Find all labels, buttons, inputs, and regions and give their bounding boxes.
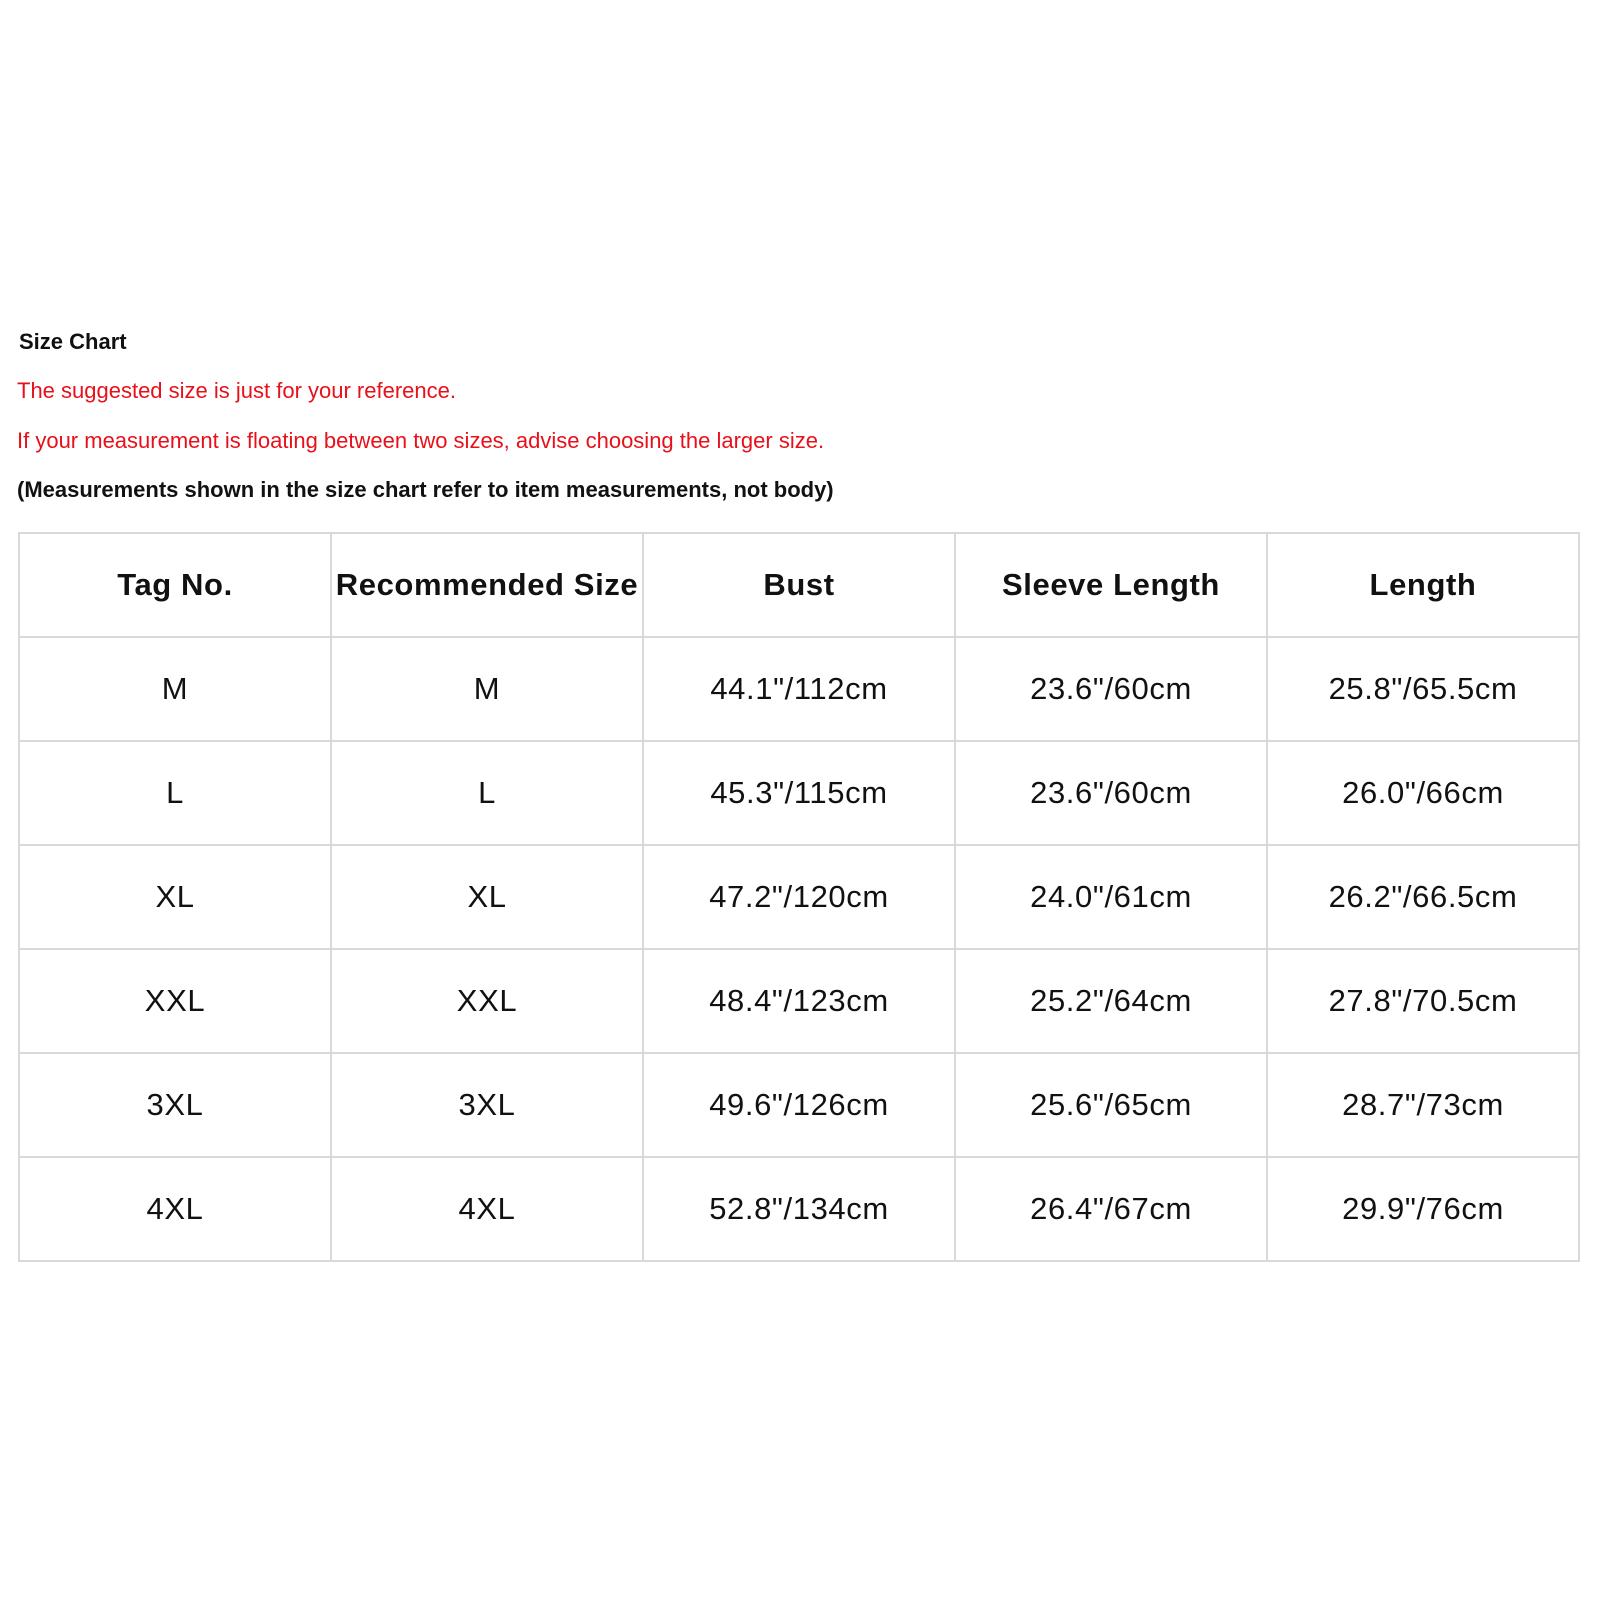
size-table <box>18 532 1580 1262</box>
cell-tag-no: 4XL <box>19 1157 331 1261</box>
cell-sleeve-length: 23.6"/60cm <box>955 637 1267 741</box>
cell-recommended-size: M <box>331 637 643 741</box>
cell-bust: 52.8"/134cm <box>643 1157 955 1261</box>
cell-recommended-size: 3XL <box>331 1053 643 1157</box>
sizing-advice-note: If your measurement is floating between two sizes, advise choosing the larger size. <box>17 428 825 453</box>
cell-length: 26.0"/66cm <box>1267 741 1579 845</box>
cell-recommended-size: XL <box>331 845 643 949</box>
cell-tag-no: M <box>19 637 331 741</box>
cell-tag-no: XL <box>19 845 331 949</box>
cell-recommended-size: 4XL <box>331 1157 643 1261</box>
cell-tag-no: XXL <box>19 949 331 1053</box>
header-tag-no: Tag No. <box>19 533 331 637</box>
table-row <box>19 741 1579 845</box>
cell-recommended-size: XXL <box>331 949 643 1053</box>
cell-sleeve-length: 24.0"/61cm <box>955 845 1267 949</box>
cell-sleeve-length: 26.4"/67cm <box>955 1157 1267 1261</box>
cell-length: 27.8"/70.5cm <box>1267 949 1579 1053</box>
cell-length: 29.9"/76cm <box>1267 1157 1579 1261</box>
cell-recommended-size: L <box>331 741 643 845</box>
cell-bust: 48.4"/123cm <box>643 949 955 1053</box>
table-row <box>19 949 1579 1053</box>
cell-bust: 44.1"/112cm <box>643 637 955 741</box>
cell-tag-no: L <box>19 741 331 845</box>
table-row <box>19 845 1579 949</box>
cell-sleeve-length: 25.6"/65cm <box>955 1053 1267 1157</box>
cell-bust: 45.3"/115cm <box>643 741 955 845</box>
table-row <box>19 1053 1579 1157</box>
measurement-disclaimer: (Measurements shown in the size chart refer to item measurements, not body) <box>17 477 834 502</box>
reference-note: The suggested size is just for your reference. <box>17 378 456 403</box>
cell-sleeve-length: 23.6"/60cm <box>955 741 1267 845</box>
table-header-row <box>19 533 1579 637</box>
header-length: Length <box>1267 533 1579 637</box>
cell-bust: 49.6"/126cm <box>643 1053 955 1157</box>
cell-sleeve-length: 25.2"/64cm <box>955 949 1267 1053</box>
cell-tag-no: 3XL <box>19 1053 331 1157</box>
header-bust: Bust <box>643 533 955 637</box>
cell-length: 28.7"/73cm <box>1267 1053 1579 1157</box>
size-chart-title: Size Chart <box>19 329 127 354</box>
cell-length: 26.2"/66.5cm <box>1267 845 1579 949</box>
header-sleeve-length: Sleeve Length <box>955 533 1267 637</box>
header-recommended-size: Recommended Size <box>331 533 643 637</box>
table-row <box>19 1157 1579 1261</box>
table-row <box>19 637 1579 741</box>
cell-length: 25.8"/65.5cm <box>1267 637 1579 741</box>
cell-bust: 47.2"/120cm <box>643 845 955 949</box>
